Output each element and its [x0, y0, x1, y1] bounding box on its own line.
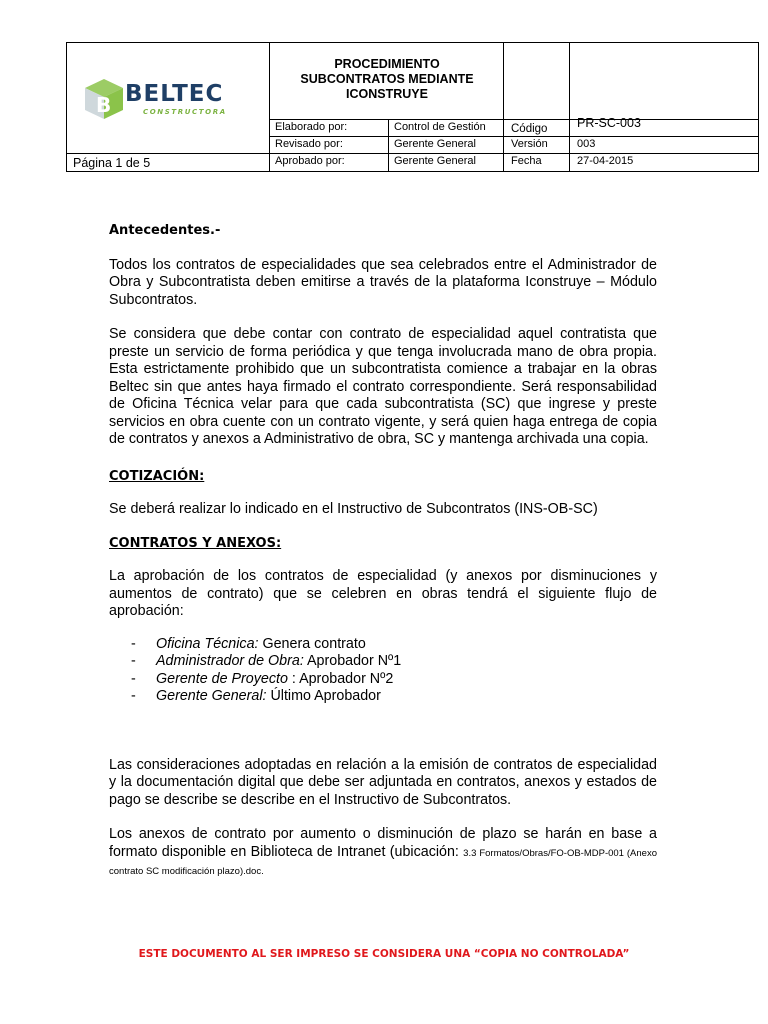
- header-divider: [569, 43, 570, 171]
- document-body: [109, 222, 657, 881]
- paragraph-consideraciones: Las consideraciones adoptadas en relación a la emisión de contratos de especialidad y la documentación digital que debe ser adjuntada en contratos, anexos y estados de pago se describe se describe en el Instructivo de Subcontratos.: [109, 756, 657, 808]
- document-title: [269, 57, 505, 102]
- aprobado-value: Gerente General: [394, 155, 476, 167]
- section-heading-cotizacion: COTIZACIÓN:: [109, 468, 205, 484]
- logo-brand: BELTEC: [125, 81, 224, 107]
- title-line: PROCEDIMIENTO: [334, 57, 440, 71]
- logo-tagline: CONSTRUCTORA: [143, 108, 227, 116]
- revisado-value: Gerente General: [394, 138, 476, 150]
- file-path: 3.3 Formatos/Obras/FO-OB-MDP-001 (Anexo contrato SC modificación plazo).doc.: [109, 847, 657, 877]
- version-label: Versión: [511, 138, 548, 150]
- fecha-value: 27-04-2015: [577, 155, 634, 167]
- paragraph-contrato-especialidad: Se considera que debe contar con contrato de especialidad aquel contratista que preste un servicio de forma periódica y que tenga involucrada mano de obra propia. Esta estrictamente prohibido que un subcontratista comience a trabajar en la obras Beltec sin que antes haya firmado el contrato correspondiente. Será responsabilidad de Oficina Técnica velar para que cada subcontratista (SC) que ingrese y preste servicios en obra cuente con un contrato vigente, y será quien haga entrega de copia de contratos y anexos a Administrativo de obra, SC y mantenga archivada una copia.: [109, 326, 657, 447]
- section-heading-antecedentes: Antecedentes.-: [109, 223, 221, 238]
- list-item: - Administrador de Obra: Aprobador Nº1: [131, 653, 402, 669]
- elaborado-label: Elaborado por:: [275, 121, 348, 133]
- codigo-value: PR-SC-003: [577, 116, 641, 130]
- page-number: Página 1 de 5: [73, 156, 151, 170]
- header-row-divider: [269, 119, 758, 120]
- uncontrolled-copy-notice: ESTE DOCUMENTO AL SER IMPRESO SE CONSIDERA UNA “COPIA NO CONTROLADA”: [138, 948, 630, 960]
- fecha-label: Fecha: [511, 155, 542, 167]
- beltec-logo: [83, 77, 233, 121]
- aprobado-label: Aprobado por:: [275, 155, 345, 167]
- title-line: SUBCONTRATOS MEDIANTE: [300, 72, 474, 86]
- document-header-table: [66, 42, 759, 172]
- revisado-label: Revisado por:: [275, 138, 343, 150]
- paragraph-contratos-plataforma: Todos los contratos de especialidades que sea celebrados entre el Administrador de Obra y Subcontratista deben emitirse a través de la plataforma Iconstruye – Módulo Subcontratos.: [109, 256, 657, 308]
- paragraph-anexos-plazo: Los anexos de contrato por aumento o disminución de plazo se harán en base a formato disponible en Biblioteca de Intranet (ubicación: 3.3 Formatos/Obras/FO-OB-MDP-001 (Anexo contrato SC modificación plazo).doc.: [109, 826, 657, 877]
- section-heading-contratos-anexos: CONTRATOS Y ANEXOS:: [109, 535, 282, 551]
- svg-text:B: B: [96, 93, 112, 117]
- paragraph-cotizacion: Se deberá realizar lo indicado en el Instructivo de Subcontratos (INS-OB-SC): [109, 501, 598, 517]
- list-item: - Gerente General: Último Aprobador: [131, 688, 381, 704]
- codigo-label: Código: [511, 123, 548, 135]
- list-item: - Oficina Técnica: Genera contrato: [131, 635, 366, 652]
- header-row-divider: [269, 136, 758, 137]
- title-line: ICONSTRUYE: [346, 87, 428, 101]
- header-row-divider: [67, 153, 758, 154]
- elaborado-value: Control de Gestión: [394, 121, 486, 133]
- beltec-cube-icon: [83, 77, 125, 121]
- header-divider: [388, 119, 389, 171]
- approval-flow-list: [109, 636, 657, 706]
- list-item: - Gerente de Proyecto : Aprobador Nº2: [131, 670, 394, 687]
- version-value: 003: [577, 138, 596, 150]
- paragraph-flujo-aprobacion: La aprobación de los contratos de especialidad (y anexos por disminuciones y aumentos de contrato) que se celebren en obras tendrá el siguiente flujo de aprobación:: [109, 568, 657, 619]
